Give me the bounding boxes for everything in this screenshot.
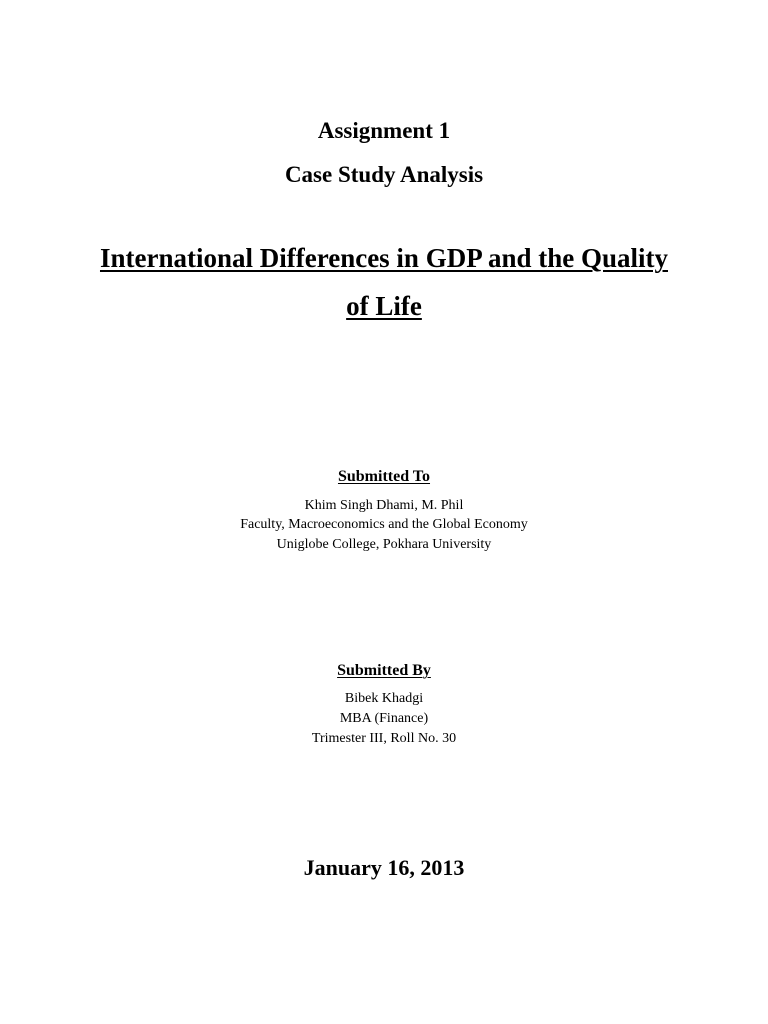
assignment-subtitle: Case Study Analysis [284,162,484,187]
submitted-to-faculty: Faculty, Macroeconomics and the Global Economy [240,517,528,532]
submitted-by-heading: Submitted By [337,662,431,679]
assignment-number: Assignment 1 [317,118,451,143]
submitted-to-college: Uniglobe College, Pokhara University [276,537,492,552]
submitted-to-heading: Submitted To [337,468,431,485]
submitted-to-name: Khim Singh Dhami, M. Phil [304,498,464,513]
submitted-by-roll: Trimester III, Roll No. 30 [311,731,457,746]
submitted-by-program: MBA (Finance) [339,711,429,726]
document-title-line-1: International Differences in GDP and the Quality [99,243,668,273]
submission-date: January 16, 2013 [303,855,465,880]
submitted-by-name: Bibek Khadgi [344,691,424,706]
document-title-line-2: of Life [346,291,422,321]
